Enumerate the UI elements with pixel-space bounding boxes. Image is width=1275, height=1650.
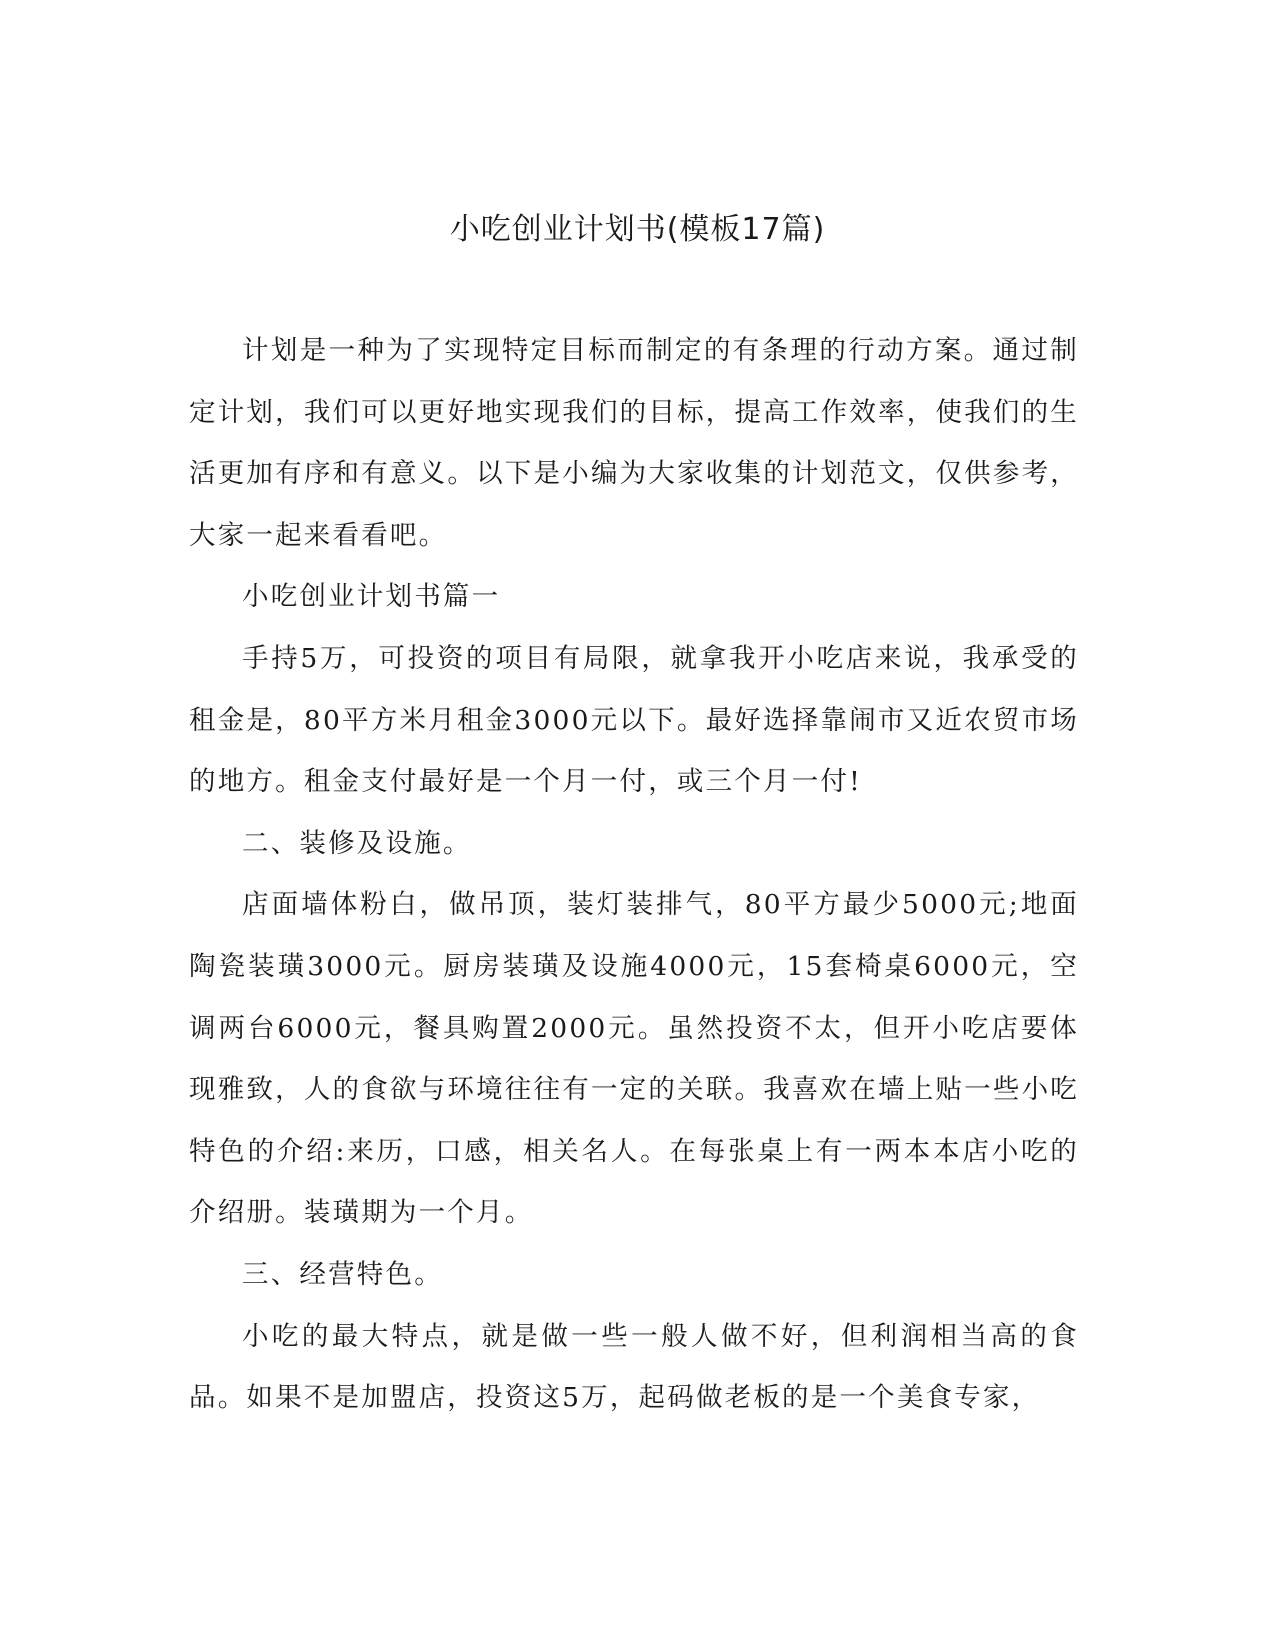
budget-paragraph: 手持5万，可投资的项目有局限，就拿我开小吃店来说，我承受的租金是，80平方米月租金3000元以下。最好选择靠闹市又近农贸市场的地方。租金支付最好是一个月一付，或三个月一付! [189,642,1079,798]
intro-paragraph: 计划是一种为了实现特定目标而制定的有条理的行动方案。通过制定计划，我们可以更好地实现我们的目标，提高工作效率，使我们的生活更加有序和有意义。以下是小编为大家收集的计划范文，仅供参考，大家一起来看看吧。 [189,335,1079,551]
features-paragraph: 小吃的最大特点，就是做一些一般人做不好，但利润相当高的食品。如果不是加盟店，投资这5万，起码做老板的是一个美食专家， [189,1320,1079,1414]
section-heading-renovation: 二、装修及设施。 [242,827,472,859]
renovation-paragraph: 店面墙体粉白，做吊顶，装灯装排气，80平方最少5000元;地面陶瓷装璜3000元。厨房装璜及设施4000元，15套椅桌6000元，空调两台6000元，餐具购置2000元。虽然投资不太，但开小吃店要体现雅致，人的食欲与环境往往有一定的关联。我喜欢在墙上贴一些小吃特色的介绍:来历，口感，相关名人。在每张桌上有一两本本店小吃的介绍册。装璜期为一个月。 [189,889,1079,1229]
section-heading-features: 三、经营特色。 [242,1258,443,1290]
document-title: 小吃创业计划书(模板17篇) [449,212,826,247]
document-body [189,320,1079,1429]
section-heading-part-one: 小吃创业计划书篇一 [242,581,501,613]
